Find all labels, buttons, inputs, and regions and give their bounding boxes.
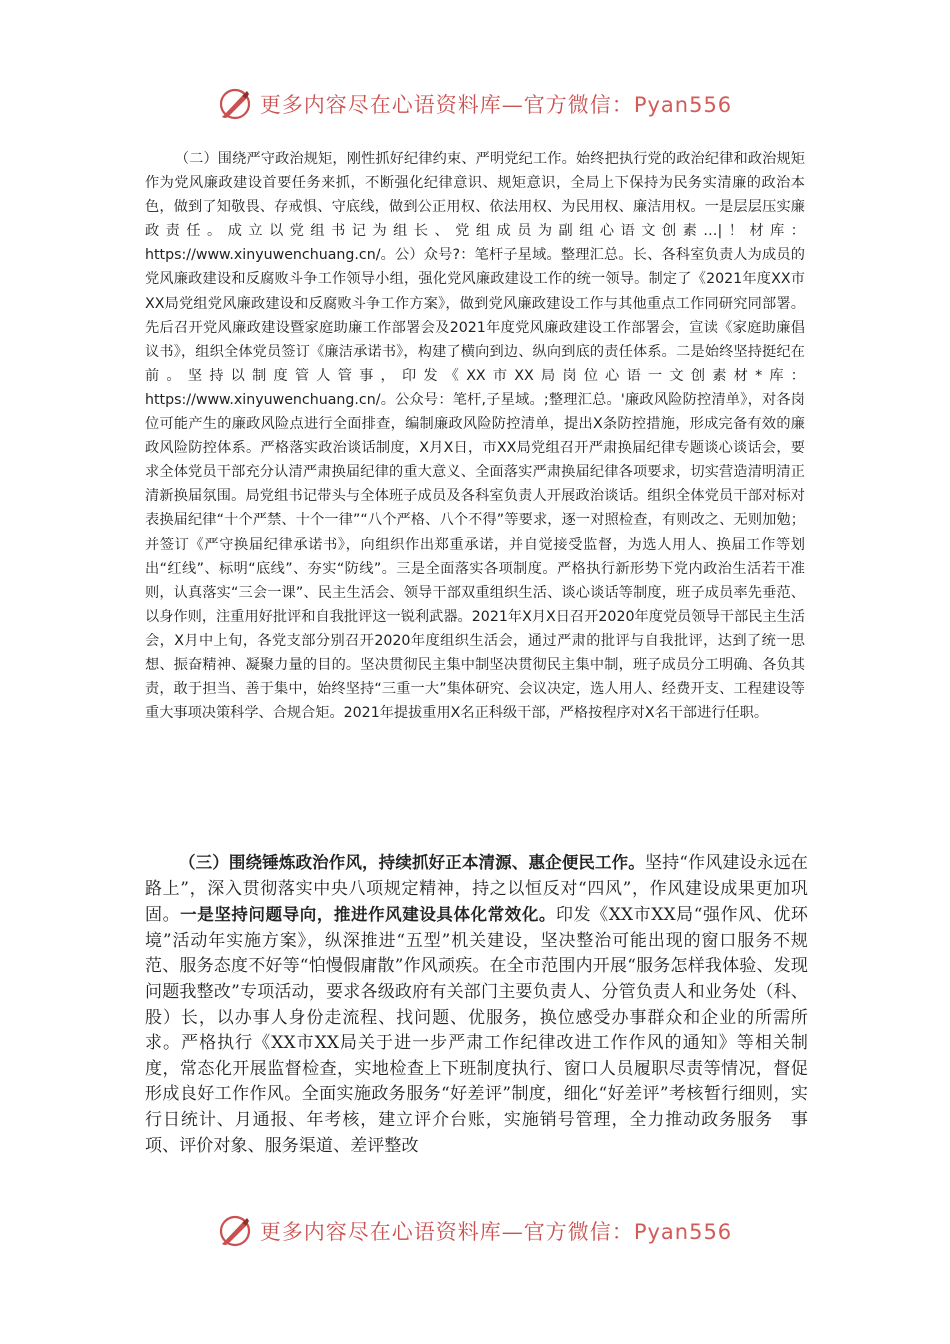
wechat-id: Pyan556 [633, 93, 733, 117]
section-3-text-a: 坚持“作风建设永远在路上”，深入贯彻落实中央八项规定精神，持之以恒反对“四风”，作风建设成果更加巩固。 [145, 853, 808, 926]
watermark-banner-top [0, 84, 950, 124]
section-3-text-c: 印发《XX市XX局“强作风、优环境”活动年实施方案》，纵深推进“五型”机关建设，坚决整治可能出现的窗口服务不规范、服务态度不好等“怕慢假庸散”作风顽疾。在全市范围内开展“服务怎样我体验、发现问题我整改”专项活动，要求各级政府有关部门主要负责人、分管负责人和业务处（科、股）长，以办事人身份走流程、找问题、优服务，换位感受办事群众和企业的所需所求。严格执行《XX市XX局关于进一步严肃工作纪律改进工作作风的通知》等相关制度，常态化开展监督检查，实地检查上下班制度执行、窗口人员履职尽责等情况，督促形成良好工作作风。全面实施政务服务“好差评”制度，细化“好差评”考核暂行细则，实行日统计、月通报、年考核，建立评介台账，实施销号管理，全力推动政务服务 事项、评价对象、服务渠道、差评整改 [145, 905, 809, 1156]
watermark-banner-bottom [0, 1211, 950, 1251]
section-3-heading: （三）围绕锤炼政治作风，持续抓好正本清源、惠企便民工作。 [179, 853, 645, 872]
watermark-text: 更多内容尽在心语资料库—官方微信：Pyan556 [259, 1220, 733, 1244]
watermark-text: 更多内容尽在心语资料库—官方微信：Pyan556 [259, 93, 733, 117]
paragraph-section-3 [145, 850, 808, 1159]
section-3-point-1: 一是坚持问题导向，推进作风建设具体化常效化。 [180, 905, 557, 925]
paragraph-section-2: （二）围绕严守政治规矩，刚性抓好纪律约束、严明党纪工作。始终把执行党的政治纪律和政治规矩作为党风廉政建设首要任务来抓，不断强化纪律意识、规矩意识，全局上下保持为民务实清廉的政治本色，做到了知敬畏、存戒惧、守底线，做到公正用权、依法用权、为民用权、廉洁用权。一是层层压实廉政责任。成立以党组书记为组长、党组成员为副组心语文创素…|！材库：https://www.xinyuwenchuang.cn/。公）众号?：笔杆子星域。整理汇总。长、各科室负责人为成员的党风廉政建设和反腐败斗争工作领导小组，强化党风廉政建设工作的统一领导。制定了《2021年度XX市XX局党组党风廉政建设和反腐败斗争工作方案》，做到党风廉政建设工作与其他重点工作同研究同部署。先后召开党风廉政建设暨家庭助廉工作部署会及2021年度党风廉政建设工作部署会，宣读《家庭助廉倡议书》，组织全体党员签订《廉洁承诺书》，构建了横向到边、纵向到底的责任体系。二是始终坚持挺纪在前。坚持以制度管人管事，印发《XX市XX局岗位心语一文创素材*库：https://www.xinyuwenchuang.cn/。公众号：笔杆,子星域。;整理汇总。'廉政风险防控清单》，对各岗位可能产生的廉政风险点进行全面排查，编制廉政风险防控清单，提出X条防控措施，形成完备有效的廉政风险防控体系。严格落实政治谈话制度，X月X日，市XX局党组召开严肃换届纪律专题谈心谈话会，要求全体党员干部充分认清严肃换届纪律的重大意义、全面落实严肃换届纪律各项要求，切实营造清明清正清新换届氛围。局党组书记带头与全体班子成员及各科室负责人开展政治谈话。组织全体党员干部对标对表换届纪律“十个严禁、十个一律”“八个严格、八个不得”等要求，逐一对照检查，有则改之、无则加勉；并签订《严守换届纪律承诺书》，向组织作出郑重承诺，并自觉接受监督，为选人用人、换届工作等划出“红线”、标明“底线”、夯实“防线”。三是全面落实各项制度。严格执行新形势下党内政治生活若干准则，认真落实“三会一课”、民主生活会、领导干部双重组织生活、谈心谈话等制度，班子成员率先垂范、以身作则，注重用好批评和自我批评这一锐利武器。2021年X月X日召开2020年度党员领导干部民主生活会，X月中上旬，各党支部分别召开2020年度组织生活会，通过严肃的批评与自我批评，达到了统一思想、振奋精神、凝聚力量的目的。坚决贯彻民主集中制坚决贯彻民主集中制，班子成员分工明确、各负其责，敢于担当、善于集中，始终坚持“三重一大”集体研究、会议决定，选人用人、经费开支、工程建设等重大事项决策科学、合规合矩。2021年提拔重用X名正科级干部，严格按程序对X名干部进行任职。 [145, 151, 805, 722]
brush-logo-icon [218, 1214, 252, 1248]
brush-logo-icon [218, 87, 252, 121]
wechat-id: Pyan556 [633, 1220, 733, 1244]
